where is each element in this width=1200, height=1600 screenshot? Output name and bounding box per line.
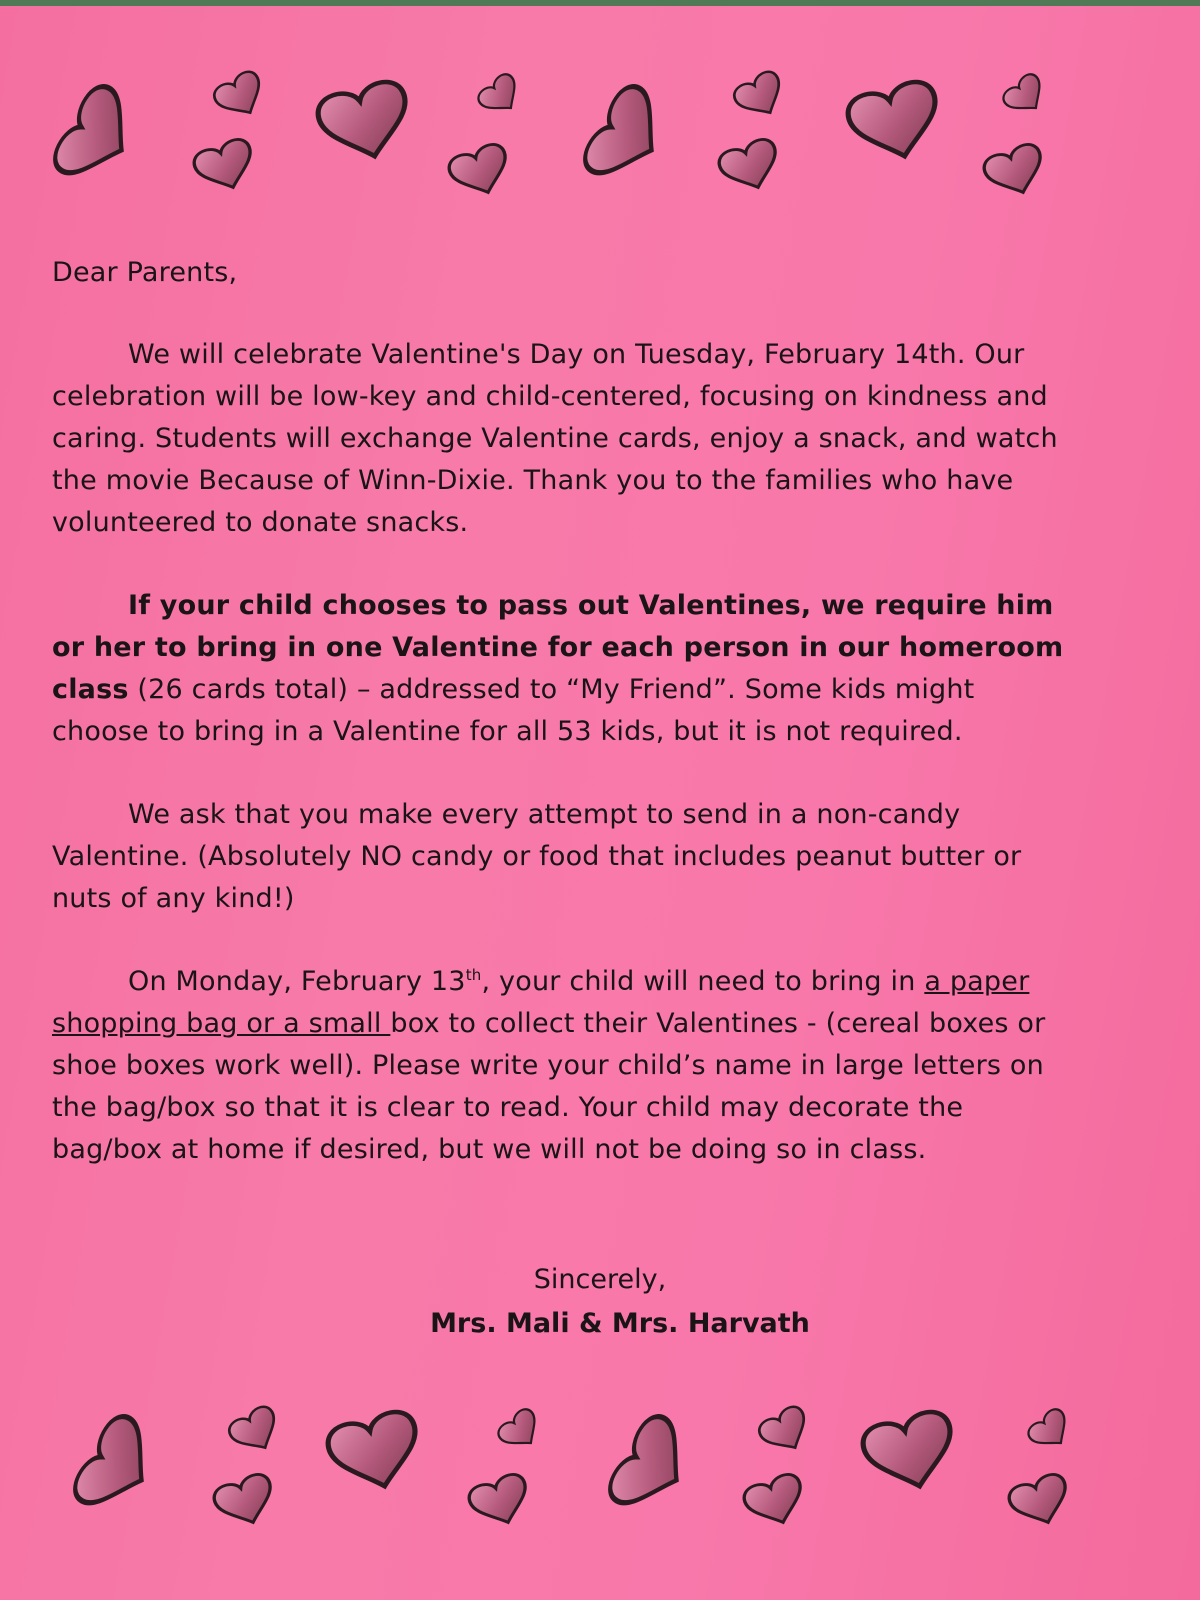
heart-icon <box>1025 1406 1077 1456</box>
heart-icon <box>859 1407 962 1497</box>
heart-icon <box>731 68 791 125</box>
bag-instructions-text: box to collect their Valentines - (cereal boxes or shoe boxes work well). Please write your child’s name in large letters on the bag/box so that it is clear to read. Your child may decorate the bag/box at home if desired, but we will not be doing so in class. <box>52 1008 1046 1165</box>
heart-icon <box>446 141 515 202</box>
heart-icon <box>475 71 527 121</box>
hearts-border-icon <box>0 55 1200 205</box>
paragraph-non-candy: We ask that you make every attempt to send in a non-candy Valentine. (Absolutely NO candy or food that includes peanut butter or nuts of any kind!) <box>52 799 1022 914</box>
letter-closing <box>0 1258 1200 1346</box>
heart-icon <box>756 1403 816 1460</box>
heart-icon <box>191 136 260 197</box>
paragraph-celebration: We will celebrate Valentine's Day on Tuesday, February 14th. Our celebration will be low-key and child-centered, focusing on kindness and caring. Students will exchange Valentine cards, enjoy a snack, and watch the movie Because of Winn-Dixie. Thank you to the families who have volunteered to donate snacks. <box>52 339 1058 538</box>
bag-date-text: On Monday, February 13 <box>128 966 466 997</box>
date-suffix: th <box>465 966 482 984</box>
heart-icon <box>578 81 675 192</box>
heart-icon <box>466 1471 535 1532</box>
hearts-border-icon <box>0 1390 1200 1540</box>
heart-icon <box>495 1406 547 1456</box>
letter-body <box>52 252 1072 1212</box>
top-hearts-border <box>0 55 1200 205</box>
signature: Mrs. Mali & Mrs. Harvath <box>430 1308 810 1339</box>
heart-icon <box>1006 1471 1075 1532</box>
heart-icon <box>741 1471 810 1532</box>
heart-icon <box>48 81 145 192</box>
salutation: Dear Parents, <box>52 257 238 288</box>
heart-icon <box>981 141 1050 202</box>
heart-icon <box>603 1411 700 1522</box>
bottom-hearts-border <box>0 1390 1200 1540</box>
heart-icon <box>314 77 417 167</box>
bag-intro-text: , your child will need to bring in <box>481 966 925 997</box>
closing-word: Sincerely, <box>533 1264 667 1295</box>
heart-icon <box>211 68 271 125</box>
heart-icon <box>68 1411 165 1522</box>
heart-icon <box>211 1471 280 1532</box>
paragraph-valentines-requirement <box>52 585 1072 753</box>
paragraph-bag-box <box>52 961 1072 1171</box>
requirement-detail-text: (26 cards total) – addressed to “My Friend”. Some kids might choose to bring in a Valentine for all 53 kids, but it is not required. <box>52 674 975 747</box>
heart-icon <box>844 77 947 167</box>
heart-icon <box>1000 71 1052 121</box>
heart-icon <box>226 1403 286 1460</box>
heart-icon <box>324 1407 427 1497</box>
requirement-bold-text: If your child chooses to pass out Valentines, we require him or her to bring in one Valentine for each person in our homeroom class <box>52 590 1064 705</box>
bag-underlined-text: a paper shopping bag or a small <box>52 966 1030 1039</box>
heart-icon <box>716 136 785 197</box>
